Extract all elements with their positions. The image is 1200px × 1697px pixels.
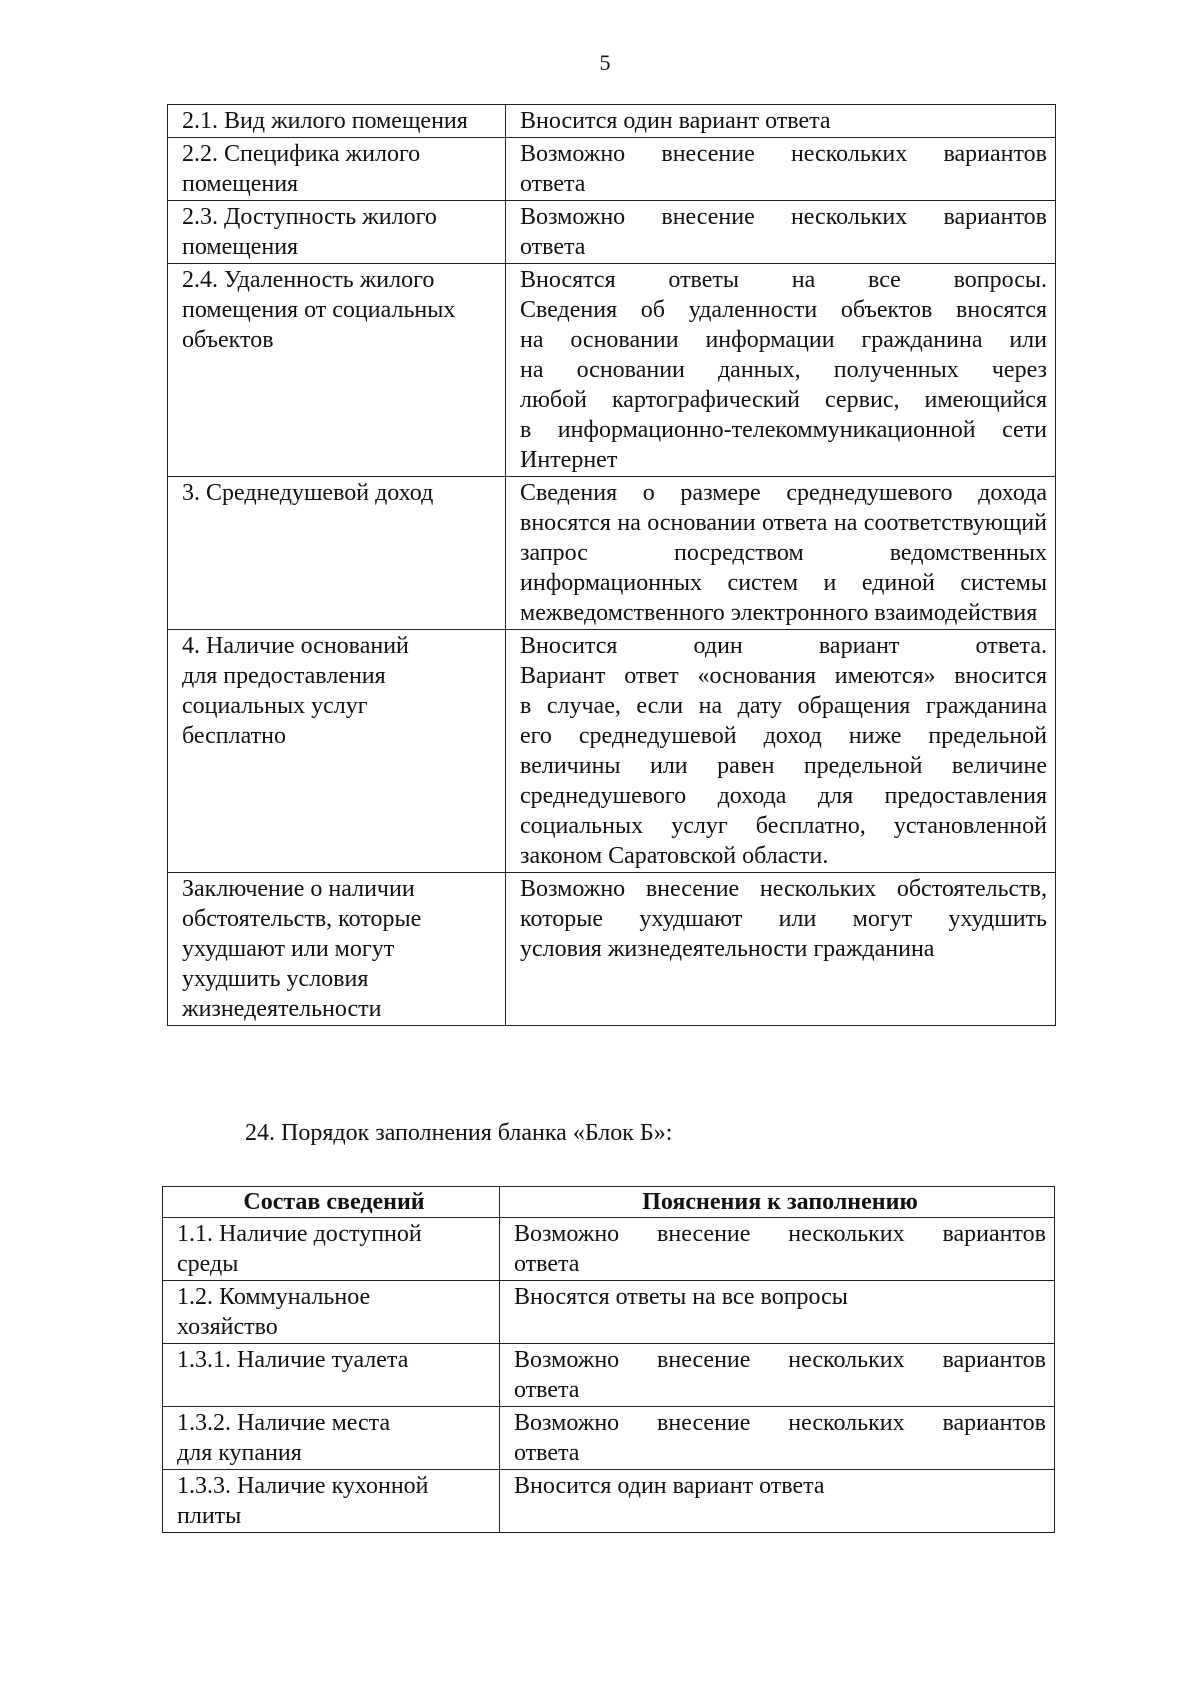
cell-text-line: плиты <box>177 1503 242 1529</box>
row-label-cell <box>168 105 506 138</box>
cell-text-line: Вносится один вариант ответа <box>520 108 831 134</box>
cell-text-line: величины или равен предельной величине <box>520 753 1047 779</box>
cell-text-line: ответа <box>514 1377 580 1403</box>
cell-text-line: среды <box>177 1251 239 1277</box>
cell-text-line: 4. Наличие оснований <box>182 633 409 659</box>
row-explanation-cell <box>500 1470 1055 1533</box>
cell-text-line: Возможно внесение нескольких вариантов <box>520 141 1047 167</box>
row-label-cell <box>163 1407 500 1470</box>
cell-text-line: его среднедушевой доход ниже предельной <box>520 723 1047 749</box>
cell-text-line: Возможно внесение нескольких вариантов <box>514 1347 1046 1373</box>
row-explanation-cell <box>500 1218 1055 1281</box>
cell-text-line: Возможно внесение нескольких обстоятельств, <box>520 876 1047 902</box>
cell-text-line: 1.3.3. Наличие кухонной <box>177 1473 429 1499</box>
cell-text-line: Возможно внесение нескольких вариантов <box>520 204 1047 230</box>
cell-text-line: Заключение о наличии <box>182 876 415 902</box>
row-explanation-cell <box>506 477 1056 630</box>
row-label-cell <box>163 1344 500 1407</box>
column-header-explanations: Пояснения к заполнению <box>500 1187 1055 1218</box>
cell-text-line: условия жизнедеятельности гражданина <box>520 936 935 962</box>
row-explanation-cell <box>506 873 1056 1026</box>
table-row <box>163 1470 1055 1533</box>
cell-text-line: 2.4. Удаленность жилого <box>182 267 435 293</box>
table-row <box>168 873 1056 1026</box>
cell-text-line: жизнедеятельности <box>182 996 382 1022</box>
cell-text-line: бесплатно <box>182 723 286 749</box>
cell-text-line: в информационно-телекоммуникационной сети <box>520 417 1047 443</box>
row-explanation-cell <box>506 138 1056 201</box>
cell-text-line: объектов <box>182 327 274 353</box>
table-row <box>168 630 1056 873</box>
cell-text-line: 3. Среднедушевой доход <box>182 480 434 506</box>
cell-text-line: среднедушевого дохода для предоставления <box>520 783 1047 809</box>
table-row <box>163 1344 1055 1407</box>
cell-text-line: Сведения об удаленности объектов вносятся <box>520 297 1047 323</box>
cell-text-line: 1.1. Наличие доступной <box>177 1221 422 1247</box>
table-row <box>163 1281 1055 1344</box>
cell-text-line: Возможно внесение нескольких вариантов <box>514 1410 1046 1436</box>
row-explanation-cell <box>506 105 1056 138</box>
table-block-a-continued <box>167 104 1056 1026</box>
row-label-cell <box>168 138 506 201</box>
cell-text-line: вносятся на основании ответа на соответствующий <box>520 510 1047 536</box>
table-row <box>163 1407 1055 1470</box>
table-row <box>163 1218 1055 1281</box>
cell-text-line: Вносится один вариант ответа. <box>520 633 1047 659</box>
cell-text-line: Интернет <box>520 447 618 473</box>
cell-text-line: 2.3. Доступность жилого <box>182 204 437 230</box>
row-explanation-cell <box>506 630 1056 873</box>
row-explanation-cell <box>500 1344 1055 1407</box>
cell-text-line: законом Саратовской области. <box>520 843 829 869</box>
cell-text-line: ухудшить условия <box>182 966 369 992</box>
row-label-cell <box>168 201 506 264</box>
cell-text-line: Вносятся ответы на все вопросы <box>514 1284 848 1310</box>
row-explanation-cell <box>500 1281 1055 1344</box>
page-number: 5 <box>599 50 611 75</box>
cell-text-line: в случае, если на дату обращения гражданина <box>520 693 1047 719</box>
table-block-b <box>162 1186 1055 1533</box>
table-row <box>168 105 1056 138</box>
cell-text-line: на основании информации гражданина или <box>520 327 1047 353</box>
cell-text-line: любой картографический сервис, имеющийся <box>520 387 1047 413</box>
cell-text-line: помещения от социальных <box>182 297 456 323</box>
cell-text-line: ответа <box>514 1251 580 1277</box>
row-explanation-cell <box>500 1407 1055 1470</box>
cell-text-line: 1.3.1. Наличие туалета <box>177 1347 409 1373</box>
table-row <box>168 477 1056 630</box>
row-explanation-cell <box>506 264 1056 477</box>
row-label-cell <box>168 477 506 630</box>
cell-text-line: 1.3.2. Наличие места <box>177 1410 391 1436</box>
cell-text-line: Вносится один вариант ответа <box>514 1473 825 1499</box>
cell-text-line: социальных услуг <box>182 693 368 719</box>
cell-text-line: Сведения о размере среднедушевого дохода <box>520 480 1047 506</box>
table-row <box>168 264 1056 477</box>
column-header-composition: Состав сведений <box>163 1187 500 1218</box>
cell-text-line: помещения <box>182 171 299 197</box>
cell-text-line: 1.2. Коммунальное <box>177 1284 371 1310</box>
cell-text-line: информационных систем и единой системы <box>520 570 1047 596</box>
table-row <box>168 138 1056 201</box>
cell-text-line: межведомственного электронного взаимодействия <box>520 600 1038 626</box>
row-label-cell <box>163 1281 500 1344</box>
cell-text-line: для предоставления <box>182 663 386 689</box>
row-label-cell <box>163 1218 500 1281</box>
cell-text-line: 2.1. Вид жилого помещения <box>182 108 468 134</box>
cell-text-line: ухудшают или могут <box>182 936 395 962</box>
cell-text-line: на основании данных, полученных через <box>520 357 1047 383</box>
cell-text-line: которые ухудшают или могут ухудшить <box>520 906 1047 932</box>
row-label-cell <box>168 873 506 1026</box>
row-label-cell <box>168 264 506 477</box>
cell-text-line: запрос посредством ведомственных <box>520 540 1047 566</box>
section-heading: 24. Порядок заполнения бланка «Блок Б»: <box>245 1120 673 1146</box>
cell-text-line: Вносятся ответы на все вопросы. <box>520 267 1047 293</box>
cell-text-line: для купания <box>177 1440 302 1466</box>
row-label-cell <box>163 1470 500 1533</box>
cell-text-line: помещения <box>182 234 299 260</box>
cell-text-line: социальных услуг бесплатно, установленной <box>520 813 1047 839</box>
cell-text-line: Возможно внесение нескольких вариантов <box>514 1221 1046 1247</box>
cell-text-line: 2.2. Специфика жилого <box>182 141 421 167</box>
row-label-cell <box>168 630 506 873</box>
cell-text-line: ответа <box>520 171 586 197</box>
table-header-row <box>163 1187 1055 1218</box>
cell-text-line: обстоятельств, которые <box>182 906 422 932</box>
cell-text-line: хозяйство <box>177 1314 278 1340</box>
row-explanation-cell <box>506 201 1056 264</box>
cell-text-line: ответа <box>520 234 586 260</box>
table-row <box>168 201 1056 264</box>
cell-text-line: ответа <box>514 1440 580 1466</box>
cell-text-line: Вариант ответ «основания имеются» вносится <box>520 663 1047 689</box>
